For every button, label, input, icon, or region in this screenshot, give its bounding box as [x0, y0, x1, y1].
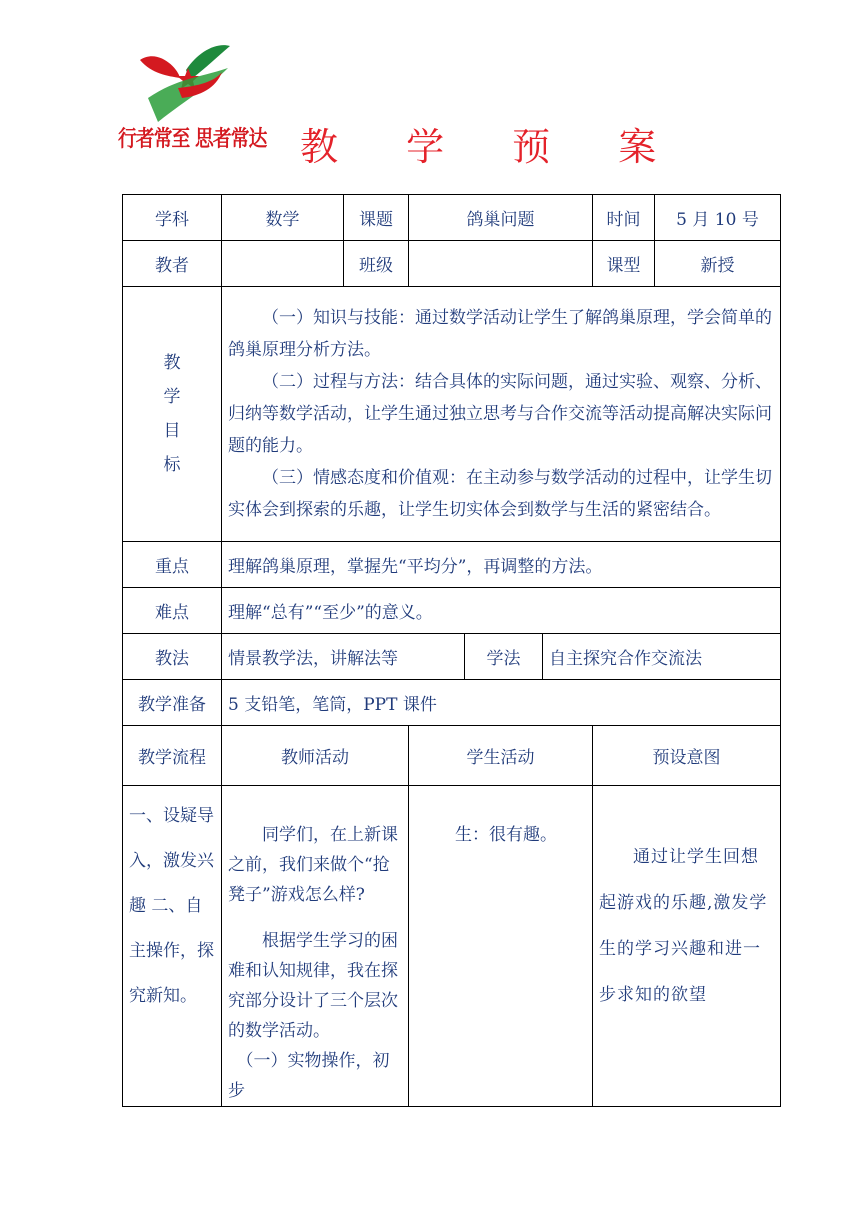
- page-title: 教 学 预 案: [300, 125, 685, 169]
- flow-student-activity: 生：很有趣。: [409, 786, 593, 1107]
- goals-label-char: 教: [163, 353, 181, 373]
- goals-label: [123, 287, 222, 542]
- method-row: [123, 634, 781, 680]
- study-label: 学法: [465, 634, 543, 680]
- prep-row: [123, 680, 781, 726]
- goal-process: （二）过程与方法：结合具体的实际问题，通过实验、观察、分析、归纳等数学活动，让学生通过独立思考与合作交流等活动提高解决实际问题的能力。: [228, 372, 772, 456]
- logo-red-wing: [140, 56, 180, 78]
- time-value: 5 月 10 号: [655, 195, 781, 241]
- flow-steps: 一、设疑导入，激发兴趣 二、自主操作，探究新知。: [123, 786, 222, 1107]
- teacher-value: [222, 241, 344, 287]
- goals-label-char: 标: [163, 455, 181, 475]
- info-row-1: [123, 195, 781, 241]
- class-value: [409, 241, 593, 287]
- difficulty-label: 难点: [123, 588, 222, 634]
- goal-emotion: （三）情感态度和价值观：在主动参与数学活动的过程中，让学生切实体会到探索的乐趣，让学生切实体会到数学与生活的紧密结合。: [228, 468, 772, 520]
- key-point-row: [123, 542, 781, 588]
- type-label: 课型: [593, 241, 655, 287]
- flow-content-row: [123, 786, 781, 1107]
- subject-label: 学科: [123, 195, 222, 241]
- topic-value: 鸽巢问题: [409, 195, 593, 241]
- class-label: 班级: [344, 241, 409, 287]
- subject-value: 数学: [222, 195, 344, 241]
- lesson-plan-table: [122, 194, 781, 1107]
- study-value: 自主探究合作交流法: [543, 634, 781, 680]
- difficulty-value: 理解“总有”“至少”的意义。: [222, 588, 781, 634]
- key-point-value: 理解鸽巢原理，掌握先“平均分”，再调整的方法。: [222, 542, 781, 588]
- prep-label: 教学准备: [123, 680, 222, 726]
- school-motto: 行者常至 思者常达: [118, 126, 267, 152]
- key-point-label: 重点: [123, 542, 222, 588]
- difficulty-row: [123, 588, 781, 634]
- prep-value: 5 支铅笔，笔筒，PPT 课件: [222, 680, 781, 726]
- flow-header-steps: 教学流程: [123, 726, 222, 786]
- flow-header-row: [123, 726, 781, 786]
- teacher-label: 教者: [123, 241, 222, 287]
- topic-label: 课题: [344, 195, 409, 241]
- teacher-intro: 同学们，在上新课之前，我们来做个“抢凳子”游戏怎么样?: [228, 825, 398, 905]
- goals-label-char: 目: [163, 421, 181, 441]
- type-value: 新授: [655, 241, 781, 287]
- goals-label-char: 学: [163, 387, 181, 407]
- time-label: 时间: [593, 195, 655, 241]
- info-row-2: [123, 241, 781, 287]
- flow-header-teacher: 教师活动: [222, 726, 409, 786]
- flow-intent: 通过让学生回想起游戏的乐趣,激发学生的学习兴趣和进一步求知的欲望: [593, 786, 781, 1107]
- teacher-design: 根据学生学习的困难和认知规律，我在探究部分设计了三个层次的数学活动。: [228, 931, 398, 1041]
- goal-knowledge: （一）知识与技能：通过数学活动让学生了解鸽巢原理，学会简单的鸽巢原理分析方法。: [228, 308, 772, 360]
- method-value: 情景教学法，讲解法等: [222, 634, 465, 680]
- goals-content: [222, 287, 781, 542]
- flow-header-intent: 预设意图: [593, 726, 781, 786]
- goals-row: [123, 287, 781, 542]
- flow-teacher-activity: [222, 786, 409, 1107]
- method-label: 教法: [123, 634, 222, 680]
- flow-header-student: 学生活动: [409, 726, 593, 786]
- teacher-activity-1: （一）实物操作，初步: [228, 1051, 390, 1101]
